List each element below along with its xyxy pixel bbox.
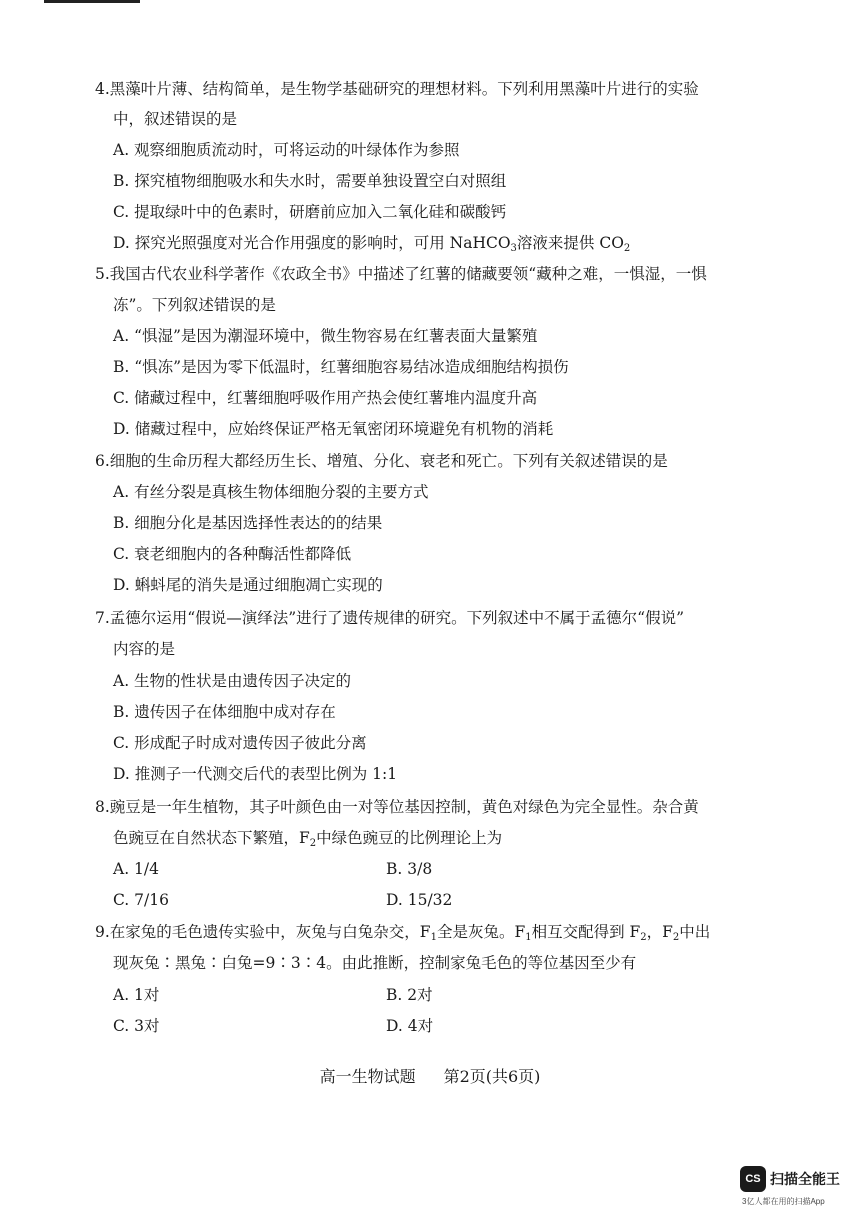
question-4-option-c: C. 提取绿叶中的色素时，研磨前应加入二氧化硅和碳酸钙 bbox=[113, 203, 507, 221]
watermark-app-name: 扫描全能王 bbox=[770, 1171, 840, 1187]
question-5-stem-line-1: 5.我国古代农业科学著作《农政全书》中描述了红薯的储藏要领“藏种之难，一惧湿，一惧 bbox=[95, 265, 707, 283]
question-8-option-b: B. 3/8 bbox=[386, 860, 433, 878]
watermark-tagline: 3亿人都在用的扫描App bbox=[742, 1197, 825, 1206]
question-8-option-a: A. 1/4 bbox=[113, 860, 159, 878]
page-footer bbox=[0, 1066, 860, 1088]
question-9-option-a: A. 1对 bbox=[113, 986, 160, 1004]
question-8-option-d: D. 15/32 bbox=[386, 891, 453, 909]
question-6-option-d: D. 蝌蚪尾的消失是通过细胞凋亡实现的 bbox=[113, 576, 383, 594]
camscanner-logo-icon: CS bbox=[740, 1166, 766, 1192]
question-4-option-b: B. 探究植物细胞吸水和失水时，需要单独设置空白对照组 bbox=[113, 172, 507, 190]
question-7-option-b: B. 遗传因子在体细胞中成对存在 bbox=[113, 703, 336, 721]
question-5-option-b: B. “惧冻”是因为零下低温时，红薯细胞容易结冰造成细胞结构损伤 bbox=[113, 358, 569, 376]
question-9-stem-line-1: 9.在家兔的毛色遗传实验中，灰兔与白兔杂交，$F_1$全是灰兔。$F_1$相互交配得到 $F_2$，$F_2$中出 bbox=[95, 923, 711, 943]
question-5-option-a: A. “惧湿”是因为潮湿环境中，微生物容易在红薯表面大量繁殖 bbox=[113, 327, 538, 345]
question-4-option-a: A. 观察细胞质流动时，可将运动的叶绿体作为参照 bbox=[113, 141, 460, 159]
question-5-option-d: D. 储藏过程中，应始终保证严格无氧密闭环境避免有机物的消耗 bbox=[113, 420, 554, 438]
question-7-option-d: D. 推测子一代测交后代的表型比例为 1:1 bbox=[113, 765, 398, 783]
footer-page-number: 第2页(共6页) bbox=[443, 1067, 541, 1086]
question-7-stem-line-2: 内容的是 bbox=[113, 640, 176, 658]
top-edge-mark bbox=[44, 0, 140, 3]
question-9-option-d: D. 4对 bbox=[386, 1017, 434, 1035]
question-6-stem-line-1: 6.细胞的生命历程大都经历生长、增殖、分化、衰老和死亡。下列有关叙述错误的是 bbox=[95, 452, 668, 470]
question-6-option-b: B. 细胞分化是基因选择性表达的的结果 bbox=[113, 514, 383, 532]
question-5-option-c: C. 储藏过程中，红薯细胞呼吸作用产热会使红薯堆内温度升高 bbox=[113, 389, 538, 407]
question-4-option-d: D. 探究光照强度对光合作用强度的影响时，可用 NaHCO$_3$溶液来提供 $CO_2$ bbox=[113, 234, 631, 254]
question-7-option-c: C. 形成配子时成对遗传因子彼此分离 bbox=[113, 734, 367, 752]
question-4-stem-line-2: 中，叙述错误的是 bbox=[113, 110, 238, 128]
question-8-stem-line-2: 色豌豆在自然状态下繁殖，$F_2$中绿色豌豆的比例理论上为 bbox=[113, 829, 503, 849]
question-8-option-c: C. 7/16 bbox=[113, 891, 169, 909]
question-6-option-c: C. 衰老细胞内的各种酶活性都降低 bbox=[113, 545, 352, 563]
question-7-option-a: A. 生物的性状是由遗传因子决定的 bbox=[113, 672, 352, 690]
scanner-watermark bbox=[740, 1166, 850, 1212]
question-5-stem-line-2: 冻”。下列叙述错误的是 bbox=[113, 296, 276, 314]
question-8-stem-line-1: 8.豌豆是一年生植物，其子叶颜色由一对等位基因控制，黄色对绿色为完全显性。杂合黄 bbox=[95, 798, 699, 816]
question-9-option-b: B. 2对 bbox=[386, 986, 433, 1004]
question-9-option-c: C. 3对 bbox=[113, 1017, 160, 1035]
question-9-stem-line-2: 现灰兔∶黑兔∶白兔=9∶3∶4。由此推断，控制家兔毛色的等位基因至少有 bbox=[113, 954, 637, 972]
question-4-stem-line-1: 4.黑藻叶片薄、结构简单，是生物学基础研究的理想材料。下列利用黑藻叶片进行的实验 bbox=[95, 80, 699, 98]
question-6-option-a: A. 有丝分裂是真核生物体细胞分裂的主要方式 bbox=[113, 483, 429, 501]
footer-subject: 高一生物试题 bbox=[319, 1067, 416, 1086]
question-7-stem-line-1: 7.孟德尔运用“假说—演绎法”进行了遗传规律的研究。下列叙述中不属于孟德尔“假说” bbox=[95, 609, 684, 627]
